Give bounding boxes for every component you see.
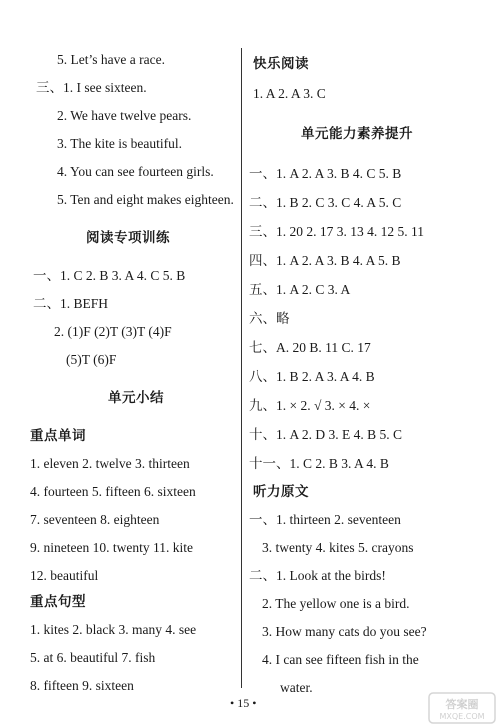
right-line-2: 1. A 2. A 3. C <box>253 86 326 101</box>
right-line-21: 4. I can see fifteen fish in the <box>262 652 419 667</box>
left-line-5: 4. You can see fourteen girls. <box>57 164 214 179</box>
left-line-11: (5)T (6)F <box>66 352 117 367</box>
left-line-18: 12. beautiful <box>30 568 99 583</box>
right-line-4: 一、1. A 2. A 3. B 4. C 5. B <box>249 166 402 181</box>
left-line-9: 二、1. BEFH <box>33 296 109 311</box>
right-line-17: 3. twenty 4. kites 5. crayons <box>262 540 414 555</box>
left-line-3: 2. We have twelve pears. <box>57 108 192 123</box>
right-line-16: 一、1. thirteen 2. seventeen <box>249 512 401 527</box>
right-line-20: 3. How many cats do you see? <box>262 624 427 639</box>
section-heading-reading-training: 阅读专项训练 <box>86 230 170 246</box>
left-line-8: 一、1. C 2. B 3. A 4. C 5. B <box>33 268 186 283</box>
left-line-10: 2. (1)F (2)T (3)T (4)F <box>54 324 172 339</box>
column-divider <box>241 48 242 688</box>
right-line-7: 四、1. A 2. A 3. B 4. A 5. B <box>249 253 401 268</box>
right-line-10: 七、A. 20 B. 11 C. 17 <box>249 340 371 355</box>
left-line-22: 8. fifteen 9. sixteen <box>30 678 134 693</box>
left-line-14: 1. eleven 2. twelve 3. thirteen <box>30 456 190 471</box>
svg-text:MXQE.COM: MXQE.COM <box>439 712 485 721</box>
right-line-13: 十、1. A 2. D 3. E 4. B 5. C <box>249 427 403 442</box>
section-heading-listening-script: 听力原文 <box>253 484 309 500</box>
section-heading-unit-summary: 单元小结 <box>108 390 164 406</box>
left-line-6: 5. Ten and eight makes eighteen. <box>57 192 234 207</box>
subheading-key-words: 重点单词 <box>30 428 86 444</box>
left-line-16: 7. seventeen 8. eighteen <box>30 512 160 527</box>
left-line-15: 4. fourteen 5. fifteen 6. sixteen <box>30 484 196 499</box>
right-line-5: 二、1. B 2. C 3. C 4. A 5. C <box>249 195 402 210</box>
subheading-key-sentences: 重点句型 <box>30 594 86 610</box>
left-line-4: 3. The kite is beautiful. <box>57 136 182 151</box>
left-line-17: 9. nineteen 10. twenty 11. kite <box>30 540 193 555</box>
right-line-6: 三、1. 20 2. 17 3. 13 4. 12 5. 11 <box>249 224 424 239</box>
right-line-19: 2. The yellow one is a bird. <box>262 596 410 611</box>
right-line-18: 二、1. Look at the birds! <box>249 568 386 583</box>
section-heading-happy-reading: 快乐阅读 <box>253 56 309 72</box>
right-line-11: 八、1. B 2. A 3. A 4. B <box>249 369 375 384</box>
watermark-logo <box>428 692 496 724</box>
left-line-20: 1. kites 2. black 3. many 4. see <box>30 622 197 637</box>
right-line-14: 十一、1. C 2. B 3. A 4. B <box>249 456 389 471</box>
right-line-12: 九、1. × 2. √ 3. × 4. × <box>249 398 371 413</box>
svg-text:答案圈: 答案圈 <box>445 698 479 711</box>
right-line-22: water. <box>280 680 313 695</box>
right-line-9: 六、略 <box>249 311 290 326</box>
left-line-2: 三、1. I see sixteen. <box>36 80 147 95</box>
left-line-1: 5. Let’s have a race. <box>57 52 165 67</box>
page-number: • 15 • <box>230 696 257 710</box>
right-line-8: 五、1. A 2. C 3. A <box>249 282 351 297</box>
left-line-21: 5. at 6. beautiful 7. fish <box>30 650 156 665</box>
section-heading-unit-ability: 单元能力素养提升 <box>301 126 413 142</box>
